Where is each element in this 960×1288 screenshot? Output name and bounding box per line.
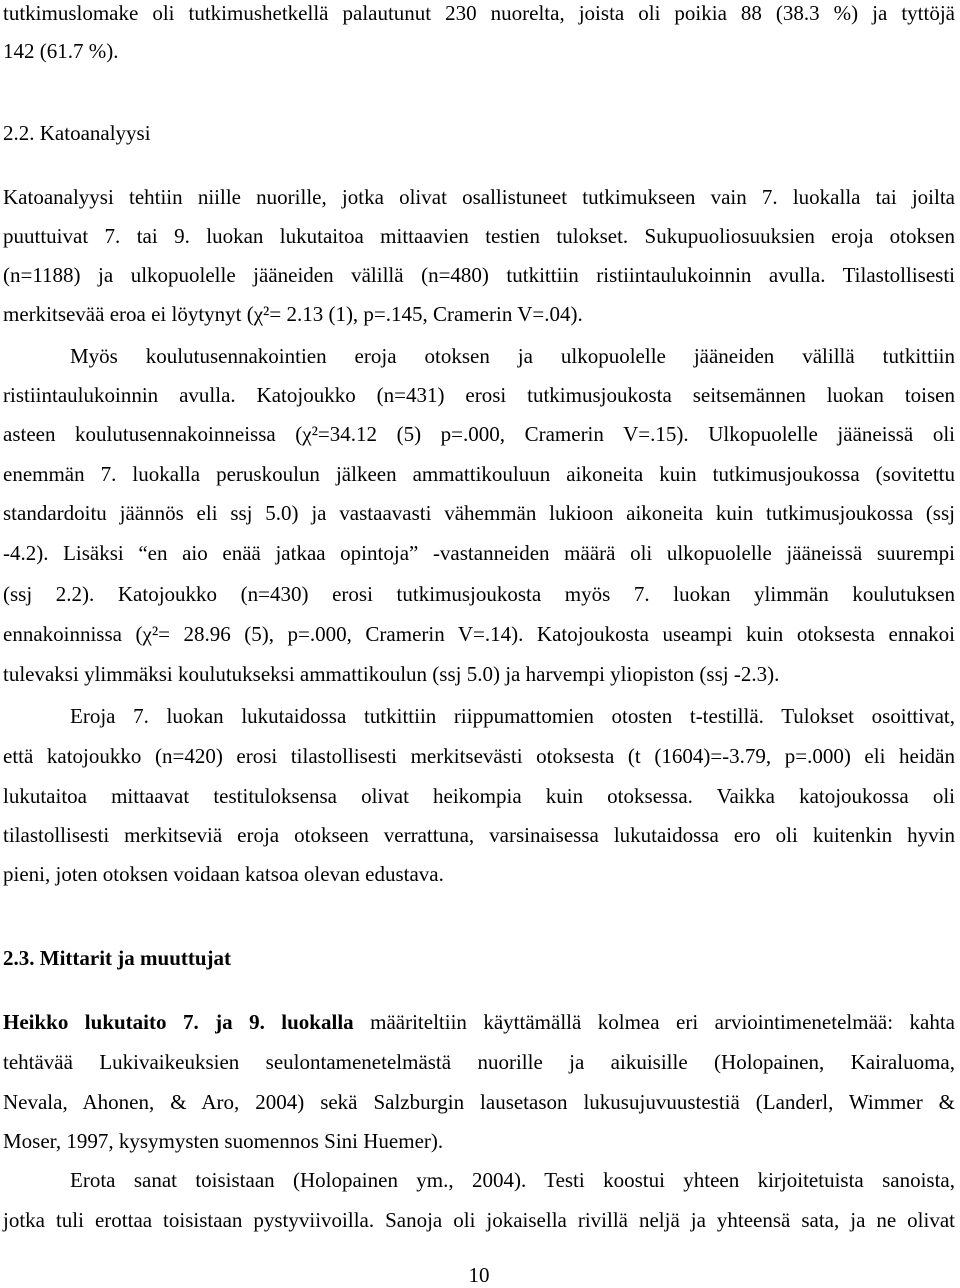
page-number: 10 xyxy=(468,1263,490,1287)
body-text-line: merkitsevää eroa ei löytynyt (χ²= 2.13 (1), p=.145, Cramerin V=.04). xyxy=(3,302,583,326)
body-text-line: Eroja 7. luokan lukutaidossa tutkittiin riippumattomien otosten t-testillä. Tulokset osoittivat, xyxy=(70,704,955,728)
bold-lead-phrase: Heikko lukutaito 7. ja 9. luokalla xyxy=(3,1010,354,1034)
body-text-line: Moser, 1997, kysymysten suomennos Sini Huemer). xyxy=(3,1129,444,1153)
body-text-line: asteen koulutusennakoinneissa (χ²=34.12 (5) p=.000, Cramerin V=.15). Ulkopuolelle jääneissä oli xyxy=(3,422,955,446)
body-text-line: (n=1188) ja ulkopuolelle jääneiden välillä (n=480) tutkittiin ristiintaulukoinnin avulla. Tilastollisesti xyxy=(3,263,955,287)
body-text-line: ennakoinnissa (χ²= 28.96 (5), p=.000, Cramerin V=.14). Katojoukosta useampi kuin otoksesta ennakoi xyxy=(3,622,955,646)
section-heading: 2.2. Katoanalyysi xyxy=(3,121,151,145)
body-text-line: -4.2). Lisäksi “en aio enää jatkaa opintoja” -vastanneiden määrä oli ulkopuolelle jääneissä suurempi xyxy=(3,541,955,565)
body-text-line: tutkimuslomake oli tutkimushetkellä palautunut 230 nuorelta, joista oli poikia 88 (38.3 %) ja tyttöjä xyxy=(3,1,955,25)
body-text-line: Katoanalyysi tehtiin niille nuorille, jotka olivat osallistuneet tutkimukseen vain 7. luokalla tai joilta xyxy=(3,185,955,209)
body-text-line: ristiintaulukoinnin avulla. Katojoukko (n=431) erosi tutkimusjoukosta seitsemännen luokan toisen xyxy=(3,383,955,407)
body-text-line: tehtävää Lukivaikeuksien seulontamenetelmästä nuorille ja aikuisille (Holopainen, Kairaluoma, xyxy=(3,1050,955,1074)
body-text-line: pieni, joten otoksen voidaan katsoa olevan edustava. xyxy=(3,862,444,886)
body-text-line: tulevaksi ylimmäksi koulutukseksi ammattikoulun (ssj 5.0) ja harvempi yliopiston (ssj -2.3). xyxy=(3,662,780,686)
body-text-line: Myös koulutusennakointien eroja otoksen ja ulkopuolelle jääneiden välillä tutkittiin xyxy=(70,344,955,368)
body-text-line: puuttuivat 7. tai 9. luokan lukutaitoa mittaavien testien tulokset. Sukupuoliosuuksien eroja otoksen xyxy=(3,224,955,248)
body-text-line: enemmän 7. luokalla peruskoulun jälkeen ammattikouluun aikoneita kuin tutkimusjoukossa (sovitettu xyxy=(3,462,955,486)
body-text-span: määriteltiin käyttämällä kolmea eri arviointimenetelmää: kahta xyxy=(353,1010,955,1034)
body-text-line: jotka tuli erottaa toisistaan pystyviivoilla. Sanoja oli jokaisella rivillä neljä ja yhteensä sata, ja ne olivat xyxy=(3,1208,955,1232)
body-text-line: Erota sanat toisistaan (Holopainen ym., 2004). Testi koostui yhteen kirjoitetuista sanoista, xyxy=(70,1168,955,1192)
body-text-line: standardoitu jäännös eli ssj 5.0) ja vastaavasti vähemmän lukioon aikoneita kuin tutkimusjoukossa (ssj xyxy=(3,501,955,525)
body-text-line: Nevala, Ahonen, & Aro, 2004) sekä Salzburgin lausetason lukusujuvuustestiä (Landerl, Wimmer & xyxy=(3,1090,955,1114)
body-text-line: että katojoukko (n=420) erosi tilastollisesti merkitsevästi otoksesta (t (1604)=-3.79, p=.000) eli heidän xyxy=(3,744,955,768)
body-text-line: 142 (61.7 %). xyxy=(3,39,119,63)
section-heading: 2.3. Mittarit ja muuttujat xyxy=(3,946,232,970)
body-text-line: (ssj 2.2). Katojoukko (n=430) erosi tutkimusjoukosta myös 7. luokan ylimmän koulutuksen xyxy=(3,582,955,606)
body-text-line xyxy=(3,1009,955,1035)
body-text-line: lukutaitoa mittaavat testituloksensa olivat heikompia kuin otoksessa. Vaikka katojoukossa oli xyxy=(3,784,955,808)
body-text-line: tilastollisesti merkitseviä eroja otokseen verrattuna, varsinaisessa lukutaidossa ero oli kuitenkin hyvin xyxy=(3,823,955,847)
